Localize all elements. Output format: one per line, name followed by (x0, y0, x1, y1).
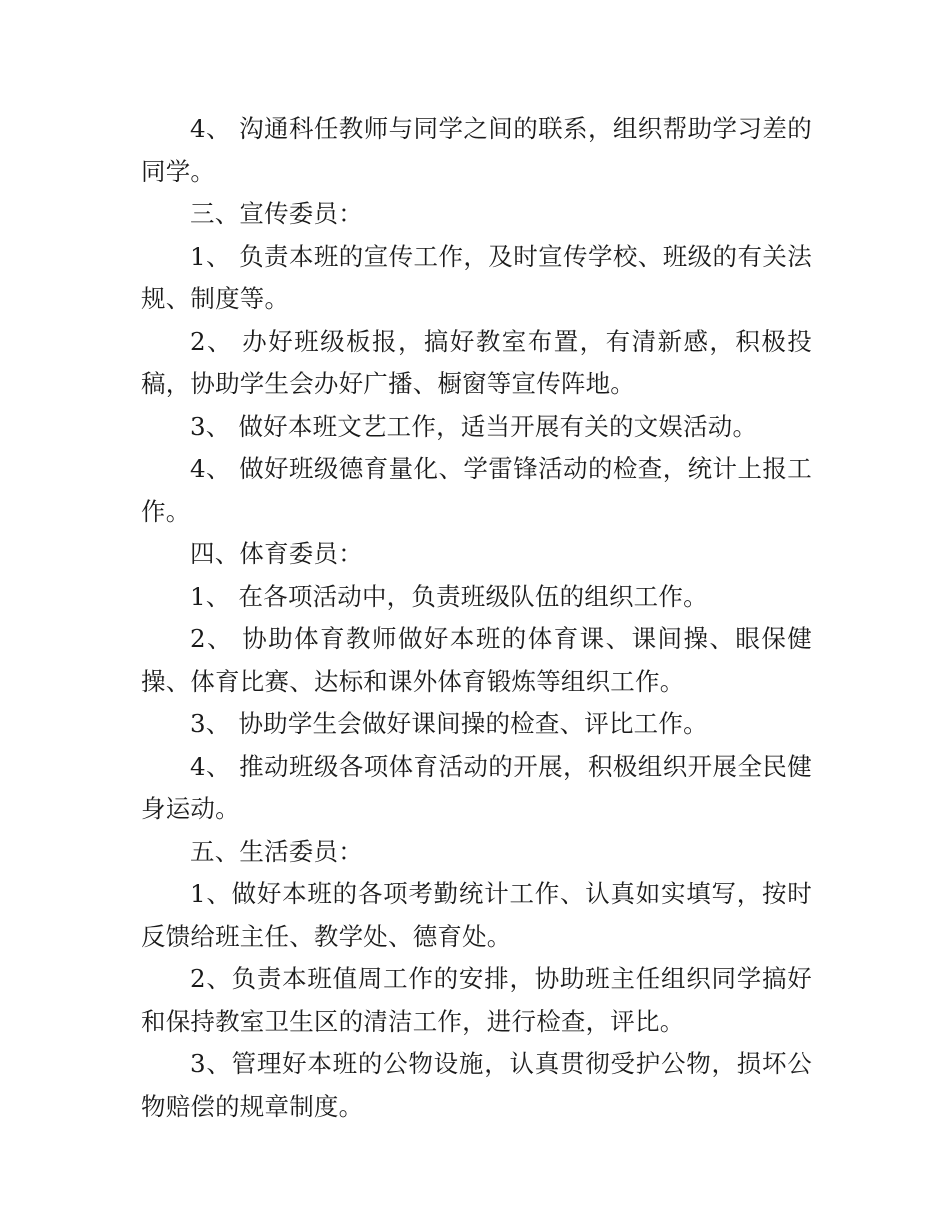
section-heading-sports: 四、体育委员： (190, 539, 363, 568)
item-4-paragraph: 4、 推动班级各项体育活动的开展，积极组织开展全民健身运动。 (141, 751, 812, 823)
item-4-paragraph: 4、 做好班级德育量化、学雷锋活动的检查，统计上报工作。 (141, 454, 812, 526)
item-1-paragraph: 1、 负责本班的宣传工作，及时宣传学校、班级的有关法规、制度等。 (141, 241, 812, 313)
item-4-paragraph: 4、 沟通科任教师与同学之间的联系，组织帮助学习差的同学。 (141, 114, 812, 186)
item-1-paragraph: 1、 在各项活动中，负责班级队伍的组织工作。 (190, 581, 708, 611)
item-3-paragraph: 3、 做好本班文艺工作，适当开展有关的文娱活动。 (190, 411, 758, 441)
item-1-paragraph: 1、做好本班的各项考勤统计工作、认真如实填写，按时反馈给班主任、教学处、德育处。 (141, 879, 812, 951)
item-2-paragraph: 2、负责本班值周工作的安排，协助班主任组织同学搞好和保持教室卫生区的清洁工作，进行检查，评比。 (141, 964, 812, 1036)
item-2-paragraph: 2、 办好班级板报，搞好教室布置，有清新感，积极投稿，协助学生会办好广播、橱窗等宣传阵地。 (141, 326, 812, 398)
item-3-paragraph: 3、 协助学生会做好课间操的检查、评比工作。 (190, 709, 708, 738)
section-heading-life: 五、生活委员： (190, 836, 363, 866)
item-3-paragraph: 3、管理好本班的公物设施，认真贯彻受护公物，损坏公物赔偿的规章制度。 (141, 1049, 812, 1121)
item-2-paragraph: 2、 协助体育教师做好本班的体育课、课间操、眼保健操、体育比赛、达标和课外体育锻炼等组织工作。 (141, 624, 812, 696)
section-heading-publicity: 三、宣传委员： (190, 199, 363, 228)
